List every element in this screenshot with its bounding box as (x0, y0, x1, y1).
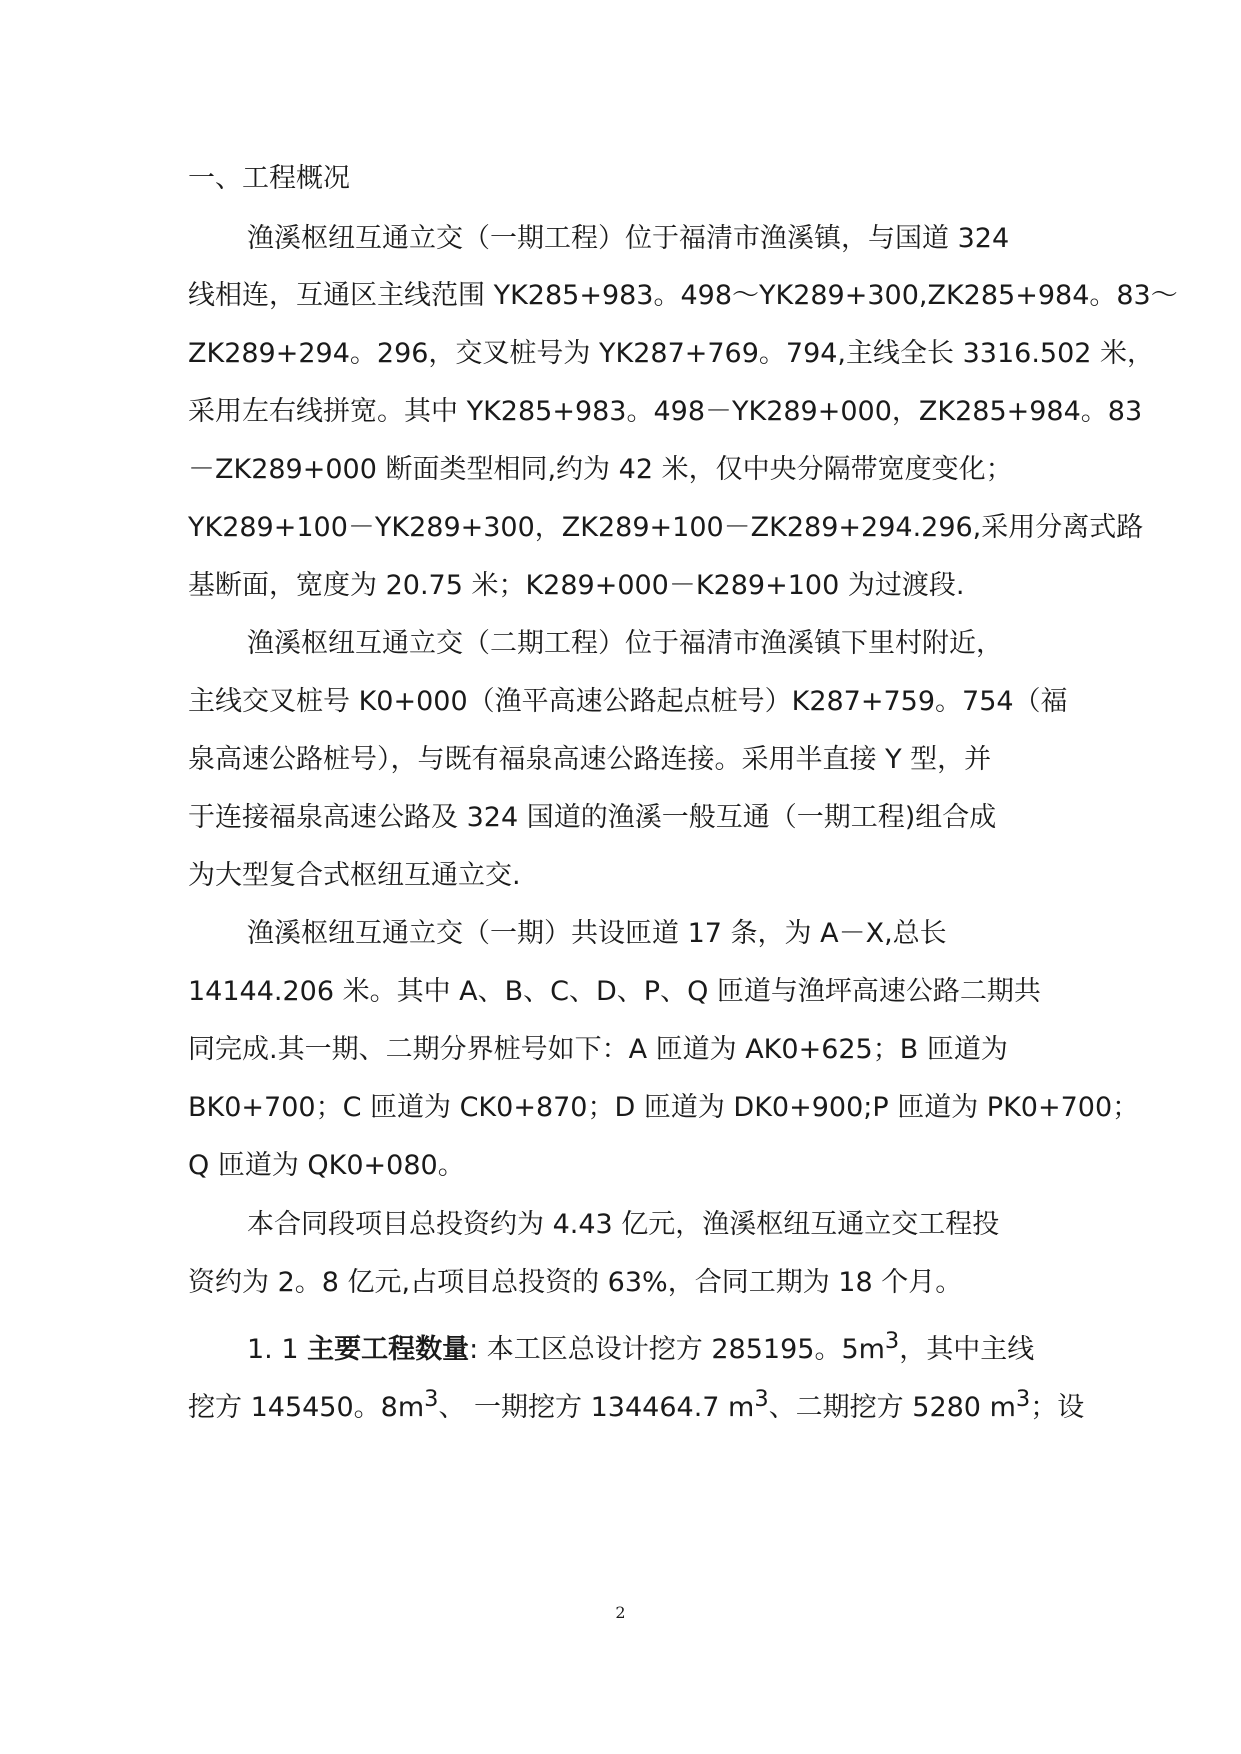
paragraph-1-line-7: 基断面，宽度为 20.75 米；K289+000－K289+100 为过渡段. (188, 570, 965, 601)
section-heading: 一、工程概况 (188, 163, 350, 194)
paragraph-2-line-2: 主线交叉桩号 K0+000（渔平高速公路起点桩号）K287+759。754（福 (188, 686, 1068, 717)
superscript: 3 (754, 1386, 769, 1412)
paragraph-2-line-3: 泉高速公路桩号），与既有福泉高速公路连接。采用半直接 Y 型，并 (188, 744, 992, 775)
paragraph-1-line-1: 渔溪枢纽互通立交（一期工程）位于福清市渔溪镇，与国道 324 (247, 223, 1010, 254)
superscript: 3 (1015, 1386, 1031, 1412)
paragraph-1-line-3: ZK289+294。296，交叉桩号为 YK287+769。794,主线全长 3316.502 米， (188, 338, 1155, 369)
paragraph-4-line-1: 本合同段项目总投资约为 4.43 亿元，渔溪枢纽互通立交工程投 (247, 1209, 1000, 1240)
paragraph-1-line-2: 线相连，互通区主线范围 YK285+983。498～YK289+300,ZK285+984。83～ (188, 280, 1178, 311)
paragraph-3-line-4: BK0+700；C 匝道为 CK0+870；D 匝道为 DK0+900;P 匝道为 PK0+700； (188, 1092, 1140, 1123)
page-number: 2 (615, 1603, 626, 1622)
superscript: 3 (884, 1328, 900, 1354)
paragraph-2-line-1: 渔溪枢纽互通立交（二期工程）位于福清市渔溪镇下里村附近， (247, 628, 1003, 659)
subsection-title: 主要工程数量 (307, 1334, 470, 1365)
paragraph-1-line-4: 采用左右线拼宽。其中 YK285+983。498－YK289+000，ZK285+984。83 (188, 396, 1143, 427)
paragraph-3-line-3: 同完成.其一期、二期分界桩号如下：A 匝道为 AK0+625；B 匝道为 (188, 1034, 1008, 1065)
paragraph-5-text: 、二期挖方 5280 m (768, 1392, 1016, 1423)
paragraph-5-line-2 (188, 1380, 1085, 1427)
paragraph-4-line-2: 资约为 2。8 亿元,占项目总投资的 63%，合同工期为 18 个月。 (188, 1267, 963, 1298)
paragraph-5-text: : 本工区总设计挖方 285195。5m (469, 1334, 885, 1365)
superscript: 3 (424, 1386, 439, 1412)
paragraph-1-line-5: －ZK289+000 断面类型相同,约为 42 米，仅中央分隔带宽度变化； (188, 454, 1013, 485)
paragraph-5-text: ，其中主线 (899, 1334, 1035, 1365)
paragraph-2-line-5: 为大型复合式枢纽互通立交. (188, 860, 521, 891)
paragraph-5-line-1 (247, 1322, 1067, 1369)
paragraph-1-line-6: YK289+100－YK289+300，ZK289+100－ZK289+294.296,采用分离式路 (188, 512, 1144, 543)
paragraph-3-line-1: 渔溪枢纽互通立交（一期）共设匝道 17 条，为 A－X,总长 (247, 918, 947, 949)
paragraph-3-line-2: 14144.206 米。其中 A、B、C、D、P、Q 匝道与渔坪高速公路二期共 (188, 976, 1041, 1007)
paragraph-5-text: ；设 (1030, 1392, 1085, 1423)
paragraph-5-text: 、 一期挖方 134464.7 m (438, 1392, 755, 1423)
paragraph-5-text: 挖方 145450。8m (188, 1392, 425, 1423)
paragraph-2-line-4: 于连接福泉高速公路及 324 国道的渔溪一般互通（一期工程)组合成 (188, 802, 997, 833)
paragraph-3-line-5: Q 匝道为 QK0+080。 (188, 1150, 465, 1181)
section-number: 1. 1 (247, 1334, 308, 1365)
